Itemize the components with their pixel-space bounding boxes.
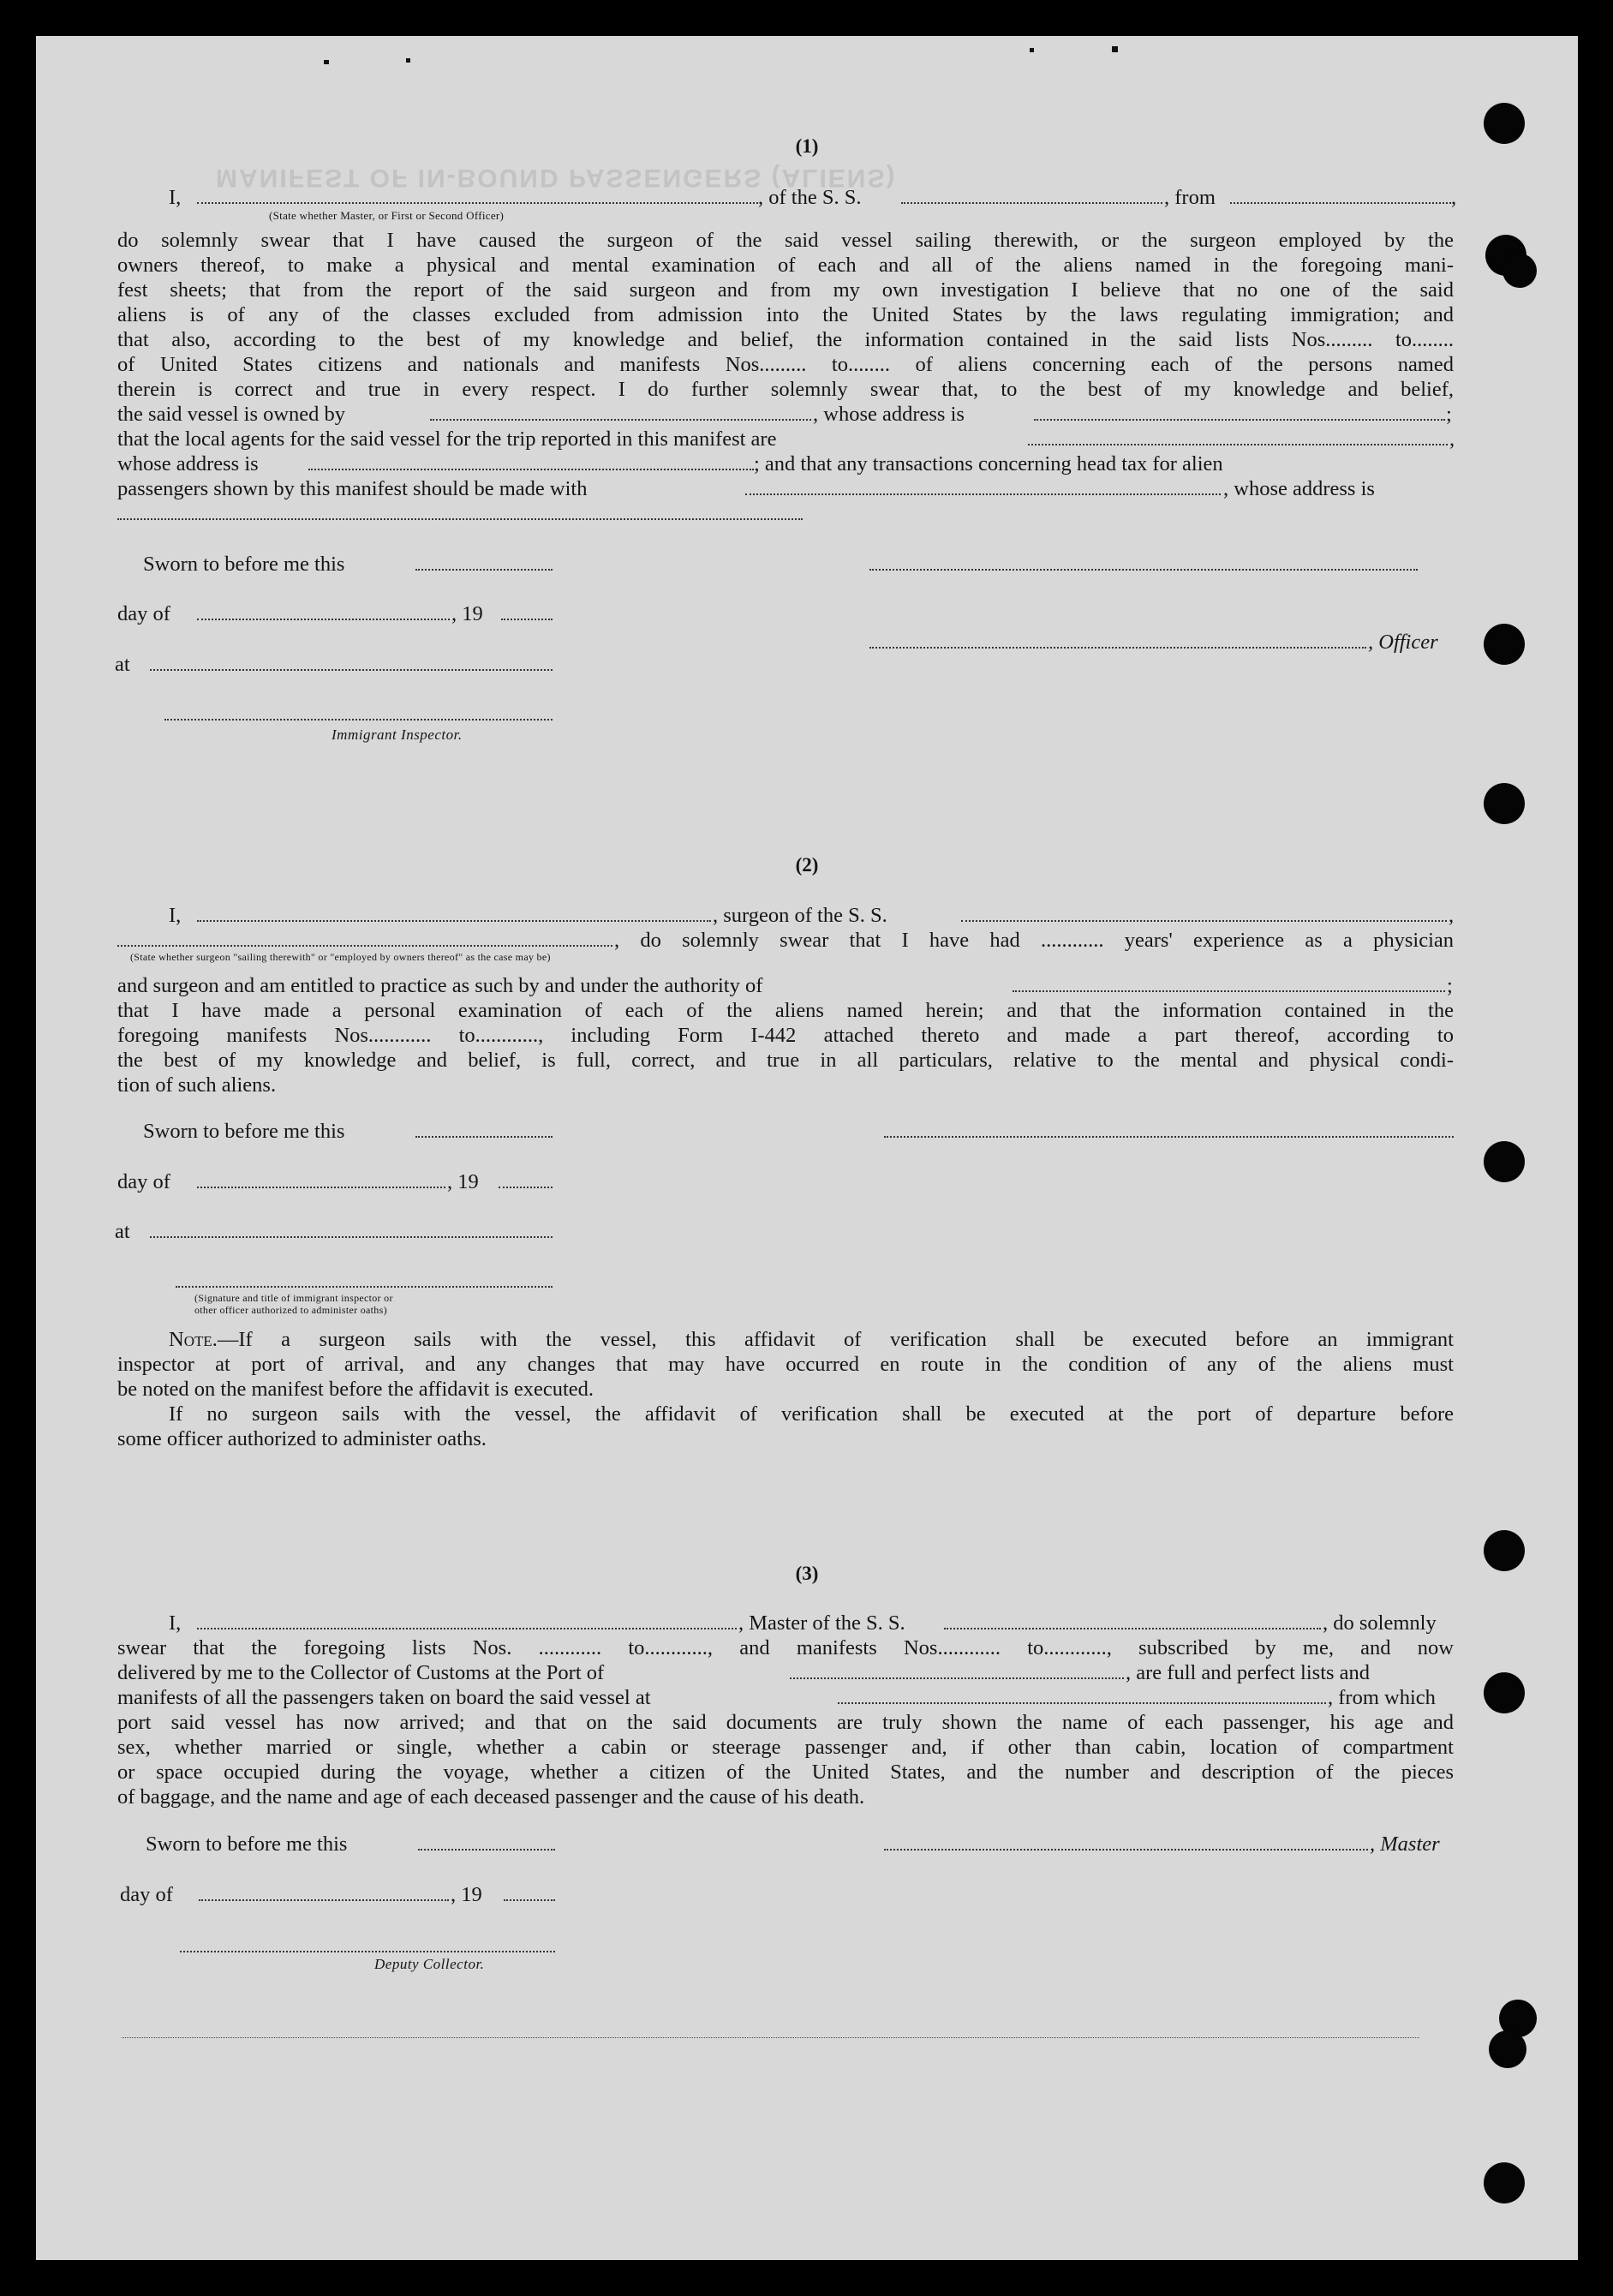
s1-head-tax-address-field[interactable] [117,518,803,520]
punch-hole [1484,2162,1525,2203]
s1-year-field[interactable] [501,619,553,620]
s1-line-5: aliens is of any of the classes excluded from admission into the United States by the laws regulating immigration; and [117,303,1454,326]
s3-port-label: delivered by me to the Collector of Customs at the Port of [117,1661,605,1684]
s2-line-7: tion of such aliens. [117,1073,277,1097]
s2-line-4: that I have made a personal examination of each of the aliens named herein; and that the information contained in the [117,999,1454,1022]
s1-ship-name-field[interactable] [901,202,1162,204]
section-2-number: (2) [795,854,819,876]
s2-note-4: If no surgeon sails with the vessel, the affidavit of verification shall be executed at the port of departure before [169,1402,1454,1426]
s2-inspector-signature-field[interactable] [176,1286,553,1288]
s3-line-2: swear that the foregoing lists Nos. ............ to............, and manifests Nos............ to............, subscribed by me, and now [117,1636,1454,1659]
s2-month-field[interactable] [197,1187,445,1188]
s1-ship-label: , of the S. S. [758,186,862,209]
s2-line-6: the best of my knowledge and belief, is full, correct, and true in all particulars, relative to the mental and physical condi- [117,1049,1454,1072]
s1-line-8: therein is correct and true in every respect. I do further solemnly swear that, to the best of my knowledge and belief, [117,378,1454,401]
s2-line-2: , do solemnly swear that I have had ............ years' experience as a physician [614,929,1454,952]
s3-year-label: , 19 [451,1883,482,1906]
s2-day-of-label: day of [117,1170,170,1193]
s3-embark-label: manifests of all the passengers taken on board the said vessel at [117,1686,651,1709]
s2-note-3: be noted on the manifest before the affidavit is executed. [117,1378,594,1401]
s2-ship-name-field[interactable] [961,920,1447,922]
s1-year-label: , 19 [451,602,483,625]
s1-owned-by-label: the said vessel is owned by [117,403,346,426]
s1-line-7: of United States citizens and nationals and manifests Nos......... to........ of aliens concerning each of the persons named [117,353,1454,376]
s1-agents-field[interactable] [1028,444,1448,445]
s1-line-4: fest sheets; that from the report of the said surgeon and from my own investigation I believe that no one of the said [117,278,1454,302]
s1-officer-caption: (State whether Master, or First or Second Officer) [269,209,505,222]
s1-inspector-caption: Immigrant Inspector. [332,726,463,743]
s3-deputy-caption: Deputy Collector. [374,1956,485,1972]
s2-sailing-field[interactable] [117,945,612,947]
bottom-divider [122,2037,1419,2038]
s3-ship-name-field[interactable] [944,1628,1321,1629]
s1-head-tax-address-label: , whose address is [1223,477,1375,500]
s3-year-field[interactable] [504,1899,555,1901]
s3-deputy-signature-field[interactable] [180,1951,555,1952]
s2-at-field[interactable] [150,1236,553,1238]
section-1-number: (1) [795,135,819,157]
s3-line-6: sex, whether married or single, whether a cabin or steerage passenger and, if other than cabin, location of compartment [117,1736,1454,1759]
s2-sailing-caption: (State whether surgeon "sailing therewith" or "employed by owners thereof" as the case may be) [130,951,551,963]
punch-hole [1484,624,1525,665]
s1-from-field[interactable] [1230,202,1451,204]
s2-sig-caption-2: other officer authorized to administer oaths) [194,1304,387,1316]
s2-surgeon-label: , surgeon of the S. S. [713,904,887,927]
s2-sworn-day-field[interactable] [415,1136,553,1138]
speck [406,58,410,63]
s3-month-field[interactable] [199,1899,449,1901]
speck [324,60,329,64]
s2-year-field[interactable] [499,1187,553,1188]
s1-officer-signature-field[interactable] [869,569,1418,571]
s1-at-field[interactable] [150,669,553,671]
s2-surgeon-name-field[interactable] [197,920,711,922]
s1-i: I, [169,186,182,209]
s1-agents-label: that the local agents for the said vessel for the trip reported in this manifest are [117,428,777,451]
s3-line-5: port said vessel has now arrived; and that on the said documents are truly shown the name of each passenger, his age and [117,1711,1454,1734]
s3-line-4-end: , from which [1328,1686,1436,1709]
s1-head-tax-label: passengers shown by this manifest should be made with [117,477,588,500]
speck [1030,48,1034,52]
s2-note-2: inspector at port of arrival, and any changes that may have occurred en route in the condition of any of the aliens must [117,1353,1454,1376]
s2-note-1: Note.—If a surgeon sails with the vessel, this affidavit of verification shall be executed before an immigrant [169,1328,1454,1351]
s1-officer-label: , Officer [1368,631,1438,654]
s1-head-tax-text: ; and that any transactions concerning head tax for alien [754,452,1223,475]
s2-surgeon-signature-field[interactable] [884,1136,1454,1138]
s2-line-5: foregoing manifests Nos............ to............, including Form I-442 attached thereto and made a part thereof, according to [117,1024,1454,1047]
s2-sworn-label: Sworn to before me this [143,1120,345,1143]
s1-from-label: , from [1164,186,1216,209]
s1-line-3: owners thereof, to make a physical and mental examination of each and all of the aliens named in the foregoing mani- [117,254,1454,277]
s3-line-8: of baggage, and the name and age of each deceased passenger and the cause of his death. [117,1785,865,1809]
punch-hole [1502,254,1537,288]
speck [1112,46,1118,52]
s1-officer-title-field[interactable] [869,647,1366,649]
s3-port-field[interactable] [790,1677,1124,1679]
s3-master-label: , Master of the S. S. [738,1611,905,1635]
s1-line-2: do solemnly swear that I have caused the surgeon of the said vessel sailing therewith, or the surgeon employed by the [117,229,1454,252]
s1-agent-address-field[interactable] [308,469,754,470]
s2-authority-field[interactable] [1013,990,1445,992]
s2-at-label: at [115,1220,130,1243]
s1-month-field[interactable] [197,619,450,620]
s1-agent-address-label: whose address is [117,452,259,475]
punch-hole [1489,2030,1526,2068]
s2-year-label: , 19 [447,1170,479,1193]
s2-authority-label: and surgeon and am entitled to practice as such by and under the authority of [117,974,763,997]
s2-sig-caption-1: (Signature and title of immigrant inspector or [194,1292,393,1304]
s3-line-7: or space occupied during the voyage, whether a citizen of the United States, and the number and description of the pieces [117,1761,1454,1784]
s3-solemnly: , do solemnly [1323,1611,1437,1635]
s1-at-label: at [115,653,130,676]
s3-day-of-label: day of [120,1883,173,1906]
s1-owner-address-field[interactable] [1034,419,1445,421]
s3-master-name-field[interactable] [197,1628,737,1629]
note-label: Note. [169,1328,218,1351]
s1-owner-field[interactable] [430,419,811,421]
s1-inspector-signature-field[interactable] [164,719,553,720]
punch-hole [1484,1672,1525,1713]
s3-master-title: , Master [1370,1833,1440,1856]
s1-officer-name-field[interactable] [197,202,758,204]
section-3-number: (3) [795,1563,819,1584]
s3-sworn-day-field[interactable] [418,1849,555,1851]
s3-i: I, [169,1611,182,1635]
s3-embark-field[interactable] [838,1702,1326,1704]
s1-day-of-label: day of [117,602,170,625]
s1-head-tax-field[interactable] [745,493,1221,495]
s1-owner-address-label: , whose address is [813,403,965,426]
s1-sworn-day-field[interactable] [415,569,553,571]
punch-hole [1484,1141,1525,1182]
s2-note-5: some officer authorized to administer oaths. [117,1427,487,1450]
s2-i: I, [169,904,182,927]
bleed-through-heading: MANIFEST OF IN-BOUND PASSENGERS (ALIENS) [216,164,897,192]
s3-line-3-end: , are full and perfect lists and [1126,1661,1371,1684]
s3-master-signature-field[interactable] [884,1849,1368,1851]
manifest-verification-form: MANIFEST OF IN-BOUND PASSENGERS (ALIENS) (1) I, , of the S. S. , from , (State whether Master, or First or Second Officer) do solemnly swear that I have caused the surgeon of the said vessel sailing therewith, or the surgeon employed by the owners thereof, to make a physical and mental examination of each and all of the aliens named in the foregoing mani- fest sheets; that from the report of the said surgeon and from my own investigation I believe that no one of the said aliens is of any of the classes excluded from admission into the United States by the laws regulating immigration; and that also, according to the best of my knowledge and belief, the information contained in the said lists Nos......... to........ of United States citizens and nationals and manifests Nos......... to........ of aliens concerning each of the persons named therein is correct and true in every respect. I do further solemnly swear that, to the best of my knowledge and belief, the said vessel is owned by , whose address is ; that the local agents for the said vessel for the trip reported in this manifest are , whose address is ; and that any transactions concerning head tax for alien passengers shown by this manifest should be made with , whose address is Sworn to before me this day of , 19 , Officer at Immigrant Inspector. (2) I, , surgeon of the S. S. , , do solemnly swear that I have had ............ years' experience as a physician (State whether surgeon "sailing therewith" or "employed by owners thereof" as the case may be) and surgeon and am entitled to practice as such by and under the authority of ; that I have made a personal examination of each of the aliens named herein; and that the information contained in the foregoing manifests Nos............ to............, including Form I-442 attached thereto and made a part thereof, according to the best of my knowledge and belief, is full, correct, and true in all particulars, relative to the mental and physical condi- tion of such aliens. Sworn to before me this day of , 19 at (Signature and title of immigrant inspector or other officer authorized to administer oaths) Note.—If a surgeon sails with the vessel, this affidavit of verification shall be executed before an immigrant inspector at port of arrival, and any changes that may have occurred en route in the condition of any of the aliens must be noted on the manifest before the affidavit is executed. If no surgeon sails with the vessel, the affidavit of verification shall be executed at the port of departure before some officer authorized to administer oaths. (3) I, , Master of the S. S. , do solemnly swear that the foregoing lists Nos. ............ to............, and manifests Nos............ to............, subscribed by me, and now delivered by me to the Collector of Customs at the Port of , are full and perfect lists and manifests of all the passengers taken on board the said vessel at , from which port said vessel has now arrived; and that on the said documents are truly shown the name of each passenger, his age and sex, whether married or single, whether a cabin or steerage passenger and, if other than cabin, location of compartment or space occupied during the voyage, whether a citizen of the United States, and the number and description of the pieces of baggage, and the name and age of each deceased passenger and the cause of his death. Sworn to before me this , Master day of , 19 Deputy Collector. [36,36,1578,2260]
punch-hole [1484,783,1525,824]
s1-sworn-label: Sworn to before me this [143,553,345,576]
s1-line-6: that also, according to the best of my knowledge and belief, the information contained in the said lists Nos......... to........ [117,328,1454,351]
s3-sworn-label: Sworn to before me this [146,1833,348,1856]
